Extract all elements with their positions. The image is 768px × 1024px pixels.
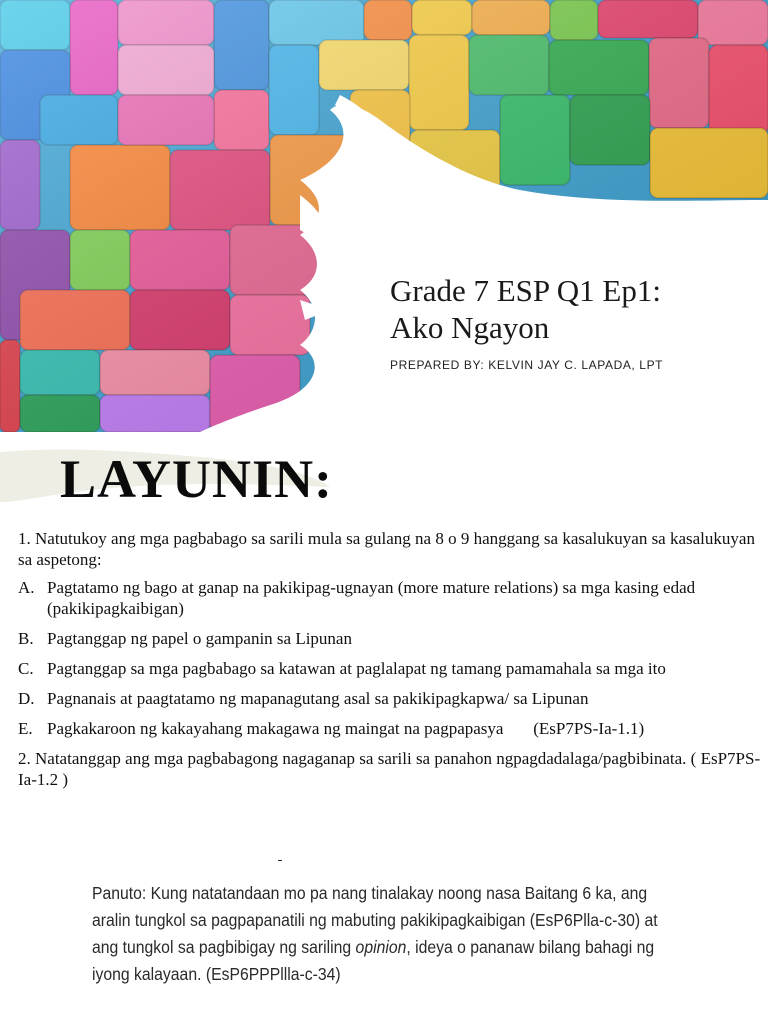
item-letter: E. [18,719,33,738]
item-text: Pagtatamo ng bago at ganap na pakikipag-ugnayan (more mature relations) sa mga kasing edad (pakikipagkaibigan) [47,578,696,618]
objectives-slide [0,432,768,842]
layunin-heading: LAYUNIN: [60,449,334,509]
scanned-document [0,842,768,1024]
panuto-text-part1: Panuto: Kung natatandaan mo pa nang tinalakay noong nasa Baitang 6 ka, ang aralin tungkol sa pagpapanatili ng mabuting pakikipagkaibigan (EsP6Plla-c-30) at ang tungkol sa pagbibigay ng sariling [92,883,658,957]
cut-off-text-line [140,1012,640,1024]
item-text: Pagnanais at paagtatamo ng mapanagutang asal sa pakikipagkapwa/ sa Lipunan [47,689,589,708]
scan-mark [278,860,282,861]
panuto-text-part2: , ideya o pananaw bilang bahagi ng iyong kalayaan. (EsP6PPPllla-c-34) [92,937,655,984]
title-block [390,272,760,372]
item-text: Pagkakaroon ng kakayahang makagawa ng maingat na pagpapasya (EsP7PS-Ia-1.1) [47,719,645,738]
objective-item-e [18,718,762,739]
slide-title-line1: Grade 7 ESP Q1 Ep1: [390,273,661,308]
objective-item-c [18,658,762,679]
objective-1: 1. Natutukoy ang mga pagbabago sa sarili mula sa gulang na 8 o 9 hanggang sa kasalukuyan sa kasalukuyan sa aspetong: [18,529,755,569]
item-letter: D. [18,689,35,708]
item-letter: A. [18,578,35,597]
panuto-paragraph [92,880,682,988]
panuto-italic-word: opinion [355,937,407,957]
prepared-by-text: PREPARED BY: KELVIN JAY C. LAPADA, LPT [390,358,664,372]
item-text: Pagtanggap sa mga pagbabago sa katawan at paglalapat ng tamang pamamahala sa mga ito [47,659,666,678]
objective-item-b [18,628,762,649]
title-slide [0,0,768,432]
item-letter: C. [18,659,34,678]
objective-item-d [18,688,762,709]
item-text: Pagtanggap ng papel o gampanin sa Lipunan [47,629,352,648]
objectives-list [18,528,762,797]
item-letter: B. [18,629,34,648]
objective-2: 2. Natatanggap ang mga pagbabagong nagaganap sa sarili sa panahon ngpagdadalaga/pagbibinata. ( EsP7PS-Ia-1.2 ) [18,749,761,789]
slide-title-line2: Ako Ngayon [390,310,550,345]
objective-item-a [18,577,762,619]
